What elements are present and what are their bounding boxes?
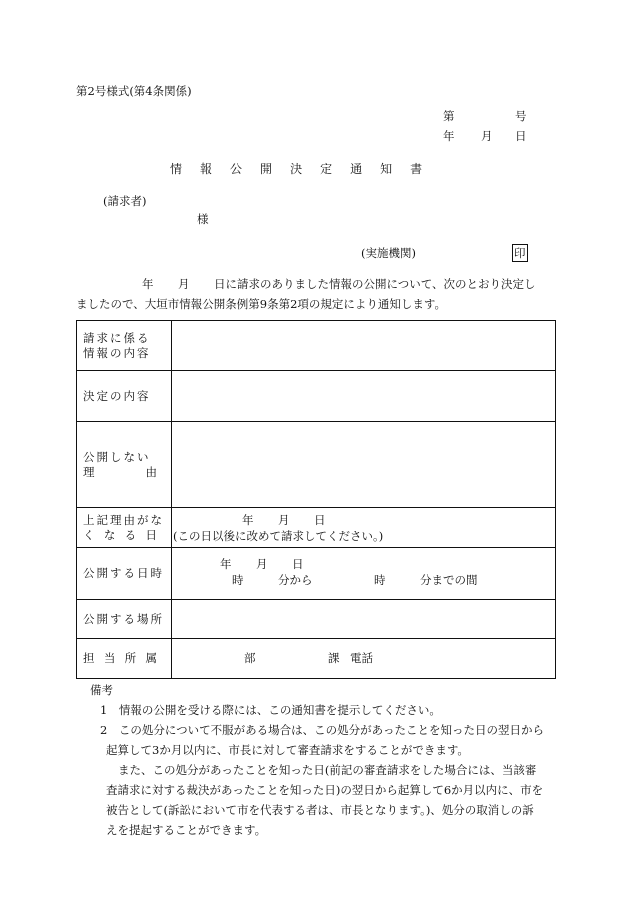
seal-mark: 印 [514, 246, 526, 260]
label-char: 所 [124, 651, 139, 665]
title-char: 公 [230, 162, 243, 176]
label-char: 担 [83, 651, 97, 665]
row-label-decision: 決定の内容 [77, 371, 172, 422]
row5-day: 日 [292, 556, 304, 571]
decision-content-field[interactable] [172, 371, 556, 422]
note-3-line-1: また、この処分があったことを知った日(前記の審査請求をした場合には、当該審 [118, 763, 537, 777]
row5-month: 月 [256, 556, 268, 571]
intro-line-1 [76, 279, 536, 291]
label-char: 属 [145, 651, 159, 665]
label-line: 請求に係る [83, 330, 151, 345]
note-3-line-4: えを提起することができます。 [106, 823, 267, 837]
decision-table [76, 320, 556, 679]
note-2-line-2: 起算して3か月以内に、市長に対して審査請求をすることができます。 [106, 743, 469, 757]
row5-year: 年 [220, 556, 232, 571]
row7-department: 部 [244, 650, 256, 665]
row4-day: 日 [314, 512, 326, 527]
intro-text: 日に請求のありました情報の公開について、次のとおり決定し [214, 277, 536, 291]
title-char: 情 [170, 162, 183, 176]
title-char: 書 [410, 162, 423, 176]
label-line: 上記理由がな [83, 512, 164, 527]
row-label-department [77, 639, 172, 679]
table-row [77, 371, 556, 422]
row5-hour-from: 時 [232, 572, 244, 587]
label-char: な [103, 527, 118, 542]
disclosure-place-field[interactable] [172, 600, 556, 639]
document-title [170, 163, 440, 175]
row4-month: 月 [278, 512, 290, 527]
label-line [83, 465, 159, 480]
row5-hour-to: 時 [374, 572, 386, 587]
row-label-reason-end [77, 508, 172, 548]
title-char: 報 [200, 162, 213, 176]
note-3-line-2: 査請求に対する裁決があったことを知った日)の翌日から起算して6か月以内に、市を [106, 783, 544, 797]
honorific: 様 [197, 212, 209, 226]
number-prefix: 第 [443, 109, 455, 123]
note-1: 1 情報の公開を受ける際には、この通知書を提示してください。 [100, 703, 441, 717]
label-char: 由 [145, 464, 159, 479]
intro-line-2: ましたので、大垣市情報公開条例第9条第2項の規定により通知します。 [76, 297, 446, 311]
label-line [83, 651, 159, 666]
intro-year: 年 [142, 277, 154, 291]
table-row [77, 508, 556, 548]
table-row [77, 639, 556, 679]
agency-label: (実施機関) [361, 246, 416, 260]
intro-month: 月 [178, 277, 190, 291]
label-char: る [124, 527, 139, 542]
disclosure-datetime-field[interactable] [172, 548, 556, 600]
row-label-datetime: 公開する日時 [77, 548, 172, 600]
table-row [77, 600, 556, 639]
label-char: 日 [145, 527, 159, 542]
title-char: 知 [380, 162, 393, 176]
label-line: 情報の内容 [83, 345, 151, 360]
title-char: 開 [260, 162, 273, 176]
requester-label: (請求者) [103, 194, 147, 208]
row4-year: 年 [242, 512, 254, 527]
row5-minute-from: 分から [278, 572, 313, 587]
note-2-line-1: 2 この処分について不服がある場合は、この処分があったことを知った日の翌日から [100, 723, 544, 737]
form-number: 第2号様式(第4条関係) [76, 84, 192, 98]
title-char: 決 [290, 162, 303, 176]
row-label-place: 公開する場所 [77, 600, 172, 639]
label-line [83, 528, 159, 543]
reason-field[interactable] [172, 422, 556, 508]
request-content-field[interactable] [172, 321, 556, 371]
label-char: 当 [103, 651, 118, 665]
table-row [77, 548, 556, 600]
date-month-label: 月 [481, 129, 493, 143]
reason-end-date-field[interactable] [172, 508, 556, 548]
label-line: 公開しない [83, 449, 151, 464]
date-day-label: 日 [515, 129, 527, 143]
row-label-request-content [77, 321, 172, 371]
department-field[interactable] [172, 639, 556, 679]
title-char: 定 [320, 162, 333, 176]
row7-phone: 電話 [350, 650, 373, 665]
number-suffix: 号 [515, 109, 527, 123]
label-char: 理 [83, 464, 97, 479]
row5-minute-to: 分までの間 [420, 572, 478, 587]
table-row [77, 321, 556, 371]
row7-section: 課 [328, 650, 340, 665]
note-3-line-3: 被告として(訴訟において市を代表する者は、市長となります。)、処分の取消しの訴 [106, 803, 534, 817]
table-row [77, 422, 556, 508]
row4-note: (この日以後に改めて請求してください。) [173, 528, 384, 543]
title-char: 通 [350, 162, 363, 176]
row-label-reason [77, 422, 172, 508]
label-char: く [83, 527, 97, 542]
date-year-label: 年 [443, 129, 455, 143]
notes-heading: 備考 [90, 683, 113, 697]
